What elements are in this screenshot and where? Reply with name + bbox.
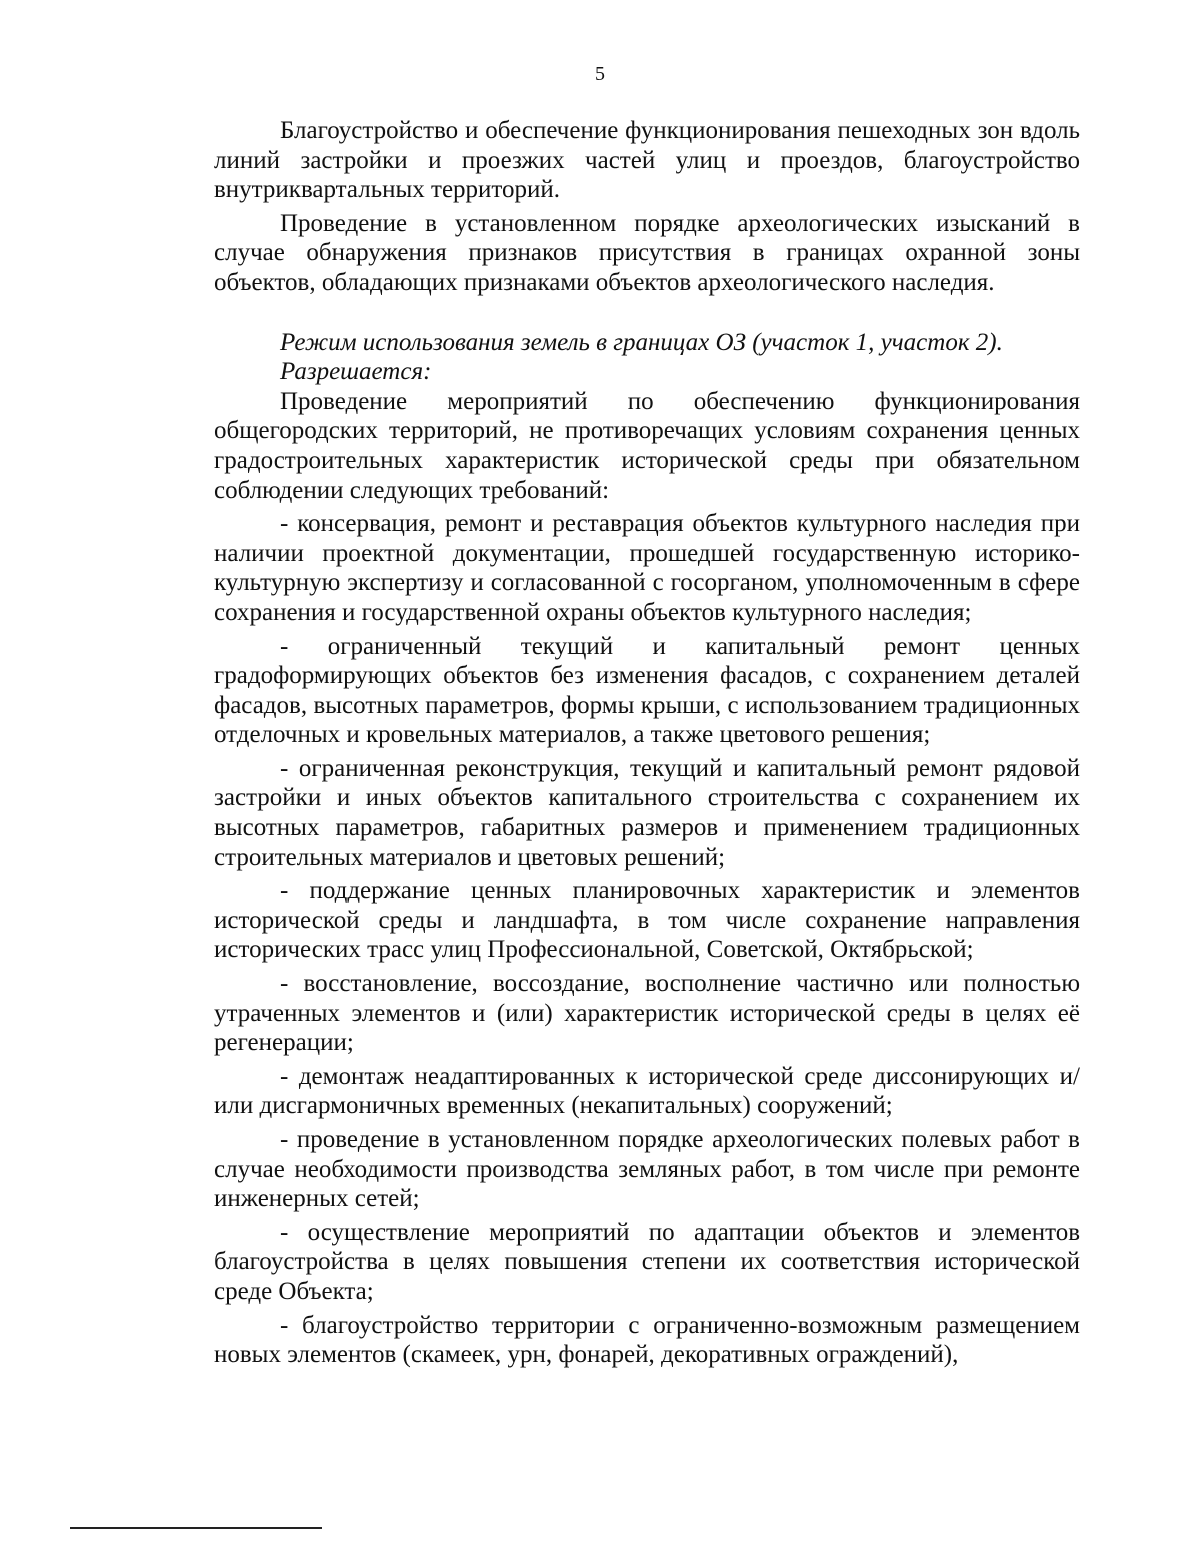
list-item-conservation: - консервация, ремонт и реставрация объектов культурного наследия при наличии проектной документации, прошедшей государственную историко-культурную экспертизу и согласованной с госорганом, уполномоченным в сфере сохранения и государственной охраны объектов культурного наследия; (214, 510, 1080, 626)
footnote-divider (70, 1527, 322, 1529)
paragraph-requirements-intro: Проведение мероприятий по обеспечению функционирования общегородских территорий, не противоречащих условиям сохранения ценных градостроительных характеристик исторической среды при обязательном соблюдении следующих требований: (214, 387, 1080, 504)
list-item-adaptation: - осуществление мероприятий по адаптации объектов и элементов благоустройства в целях повышения степени их соответствия исторической среде Объекта; (214, 1218, 1080, 1305)
paragraph-landscaping: Благоустройство и обеспечение функционирования пешеходных зон вдоль линий застройки и проезжих частей улиц и проездов, благоустройство внутриквартальных территорий. (214, 117, 1080, 204)
section-subheading: Разрешается: (280, 358, 432, 386)
list-item-field-works: - проведение в установленном порядке археологических полевых работ в случае необходимости производства земляных работ, в том числе при ремонте инженерных сетей; (214, 1126, 1080, 1213)
list-item-territory-improvement: - благоустройство территории с ограниченно-возможным размещением новых элементов (скамеек, урн, фонарей, декоративных ограждений), (214, 1311, 1080, 1369)
document-body (214, 116, 1080, 1374)
list-item-dismantling: - демонтаж неадаптированных к исторической среде диссонирующих и/или дисгармоничных временных (некапитальных) сооружений; (214, 1062, 1080, 1120)
section-heading: Режим использования земель в границах ОЗ (участок 1, участок 2). (280, 328, 1003, 356)
paragraph-archaeology: Проведение в установленном порядке археологических изысканий в случае обнаружения признаков присутствия в границах охранной зоны объектов, обладающих признаками объектов археологического наследия. (214, 209, 1080, 296)
list-item-planning: - поддержание ценных планировочных характеристик и элементов исторической среды и ландшафта, в том числе сохранение направления исторических трасс улиц Профессиональной, Советской, Октябрьской; (214, 877, 1080, 964)
page-number: 5 (595, 63, 605, 85)
list-item-reconstruction: - ограниченная реконструкция, текущий и капитальный ремонт рядовой застройки и иных объектов капитального строительства с сохранением их высотных параметров, габаритных размеров и применением традиционных строительных материалов и цветовых решений; (214, 754, 1080, 871)
list-item-limited-repair: - ограниченный текущий и капитальный ремонт ценных градоформирующих объектов без изменения фасадов, с сохранением деталей фасадов, высотных параметров, формы крыши, с использованием традиционных отделочных и кровельных материалов, а также цветового решения; (214, 632, 1080, 749)
list-item-restoration: - восстановление, воссоздание, восполнение частично или полностью утраченных элементов и (или) характеристик исторической среды в целях её регенерации; (214, 970, 1080, 1057)
